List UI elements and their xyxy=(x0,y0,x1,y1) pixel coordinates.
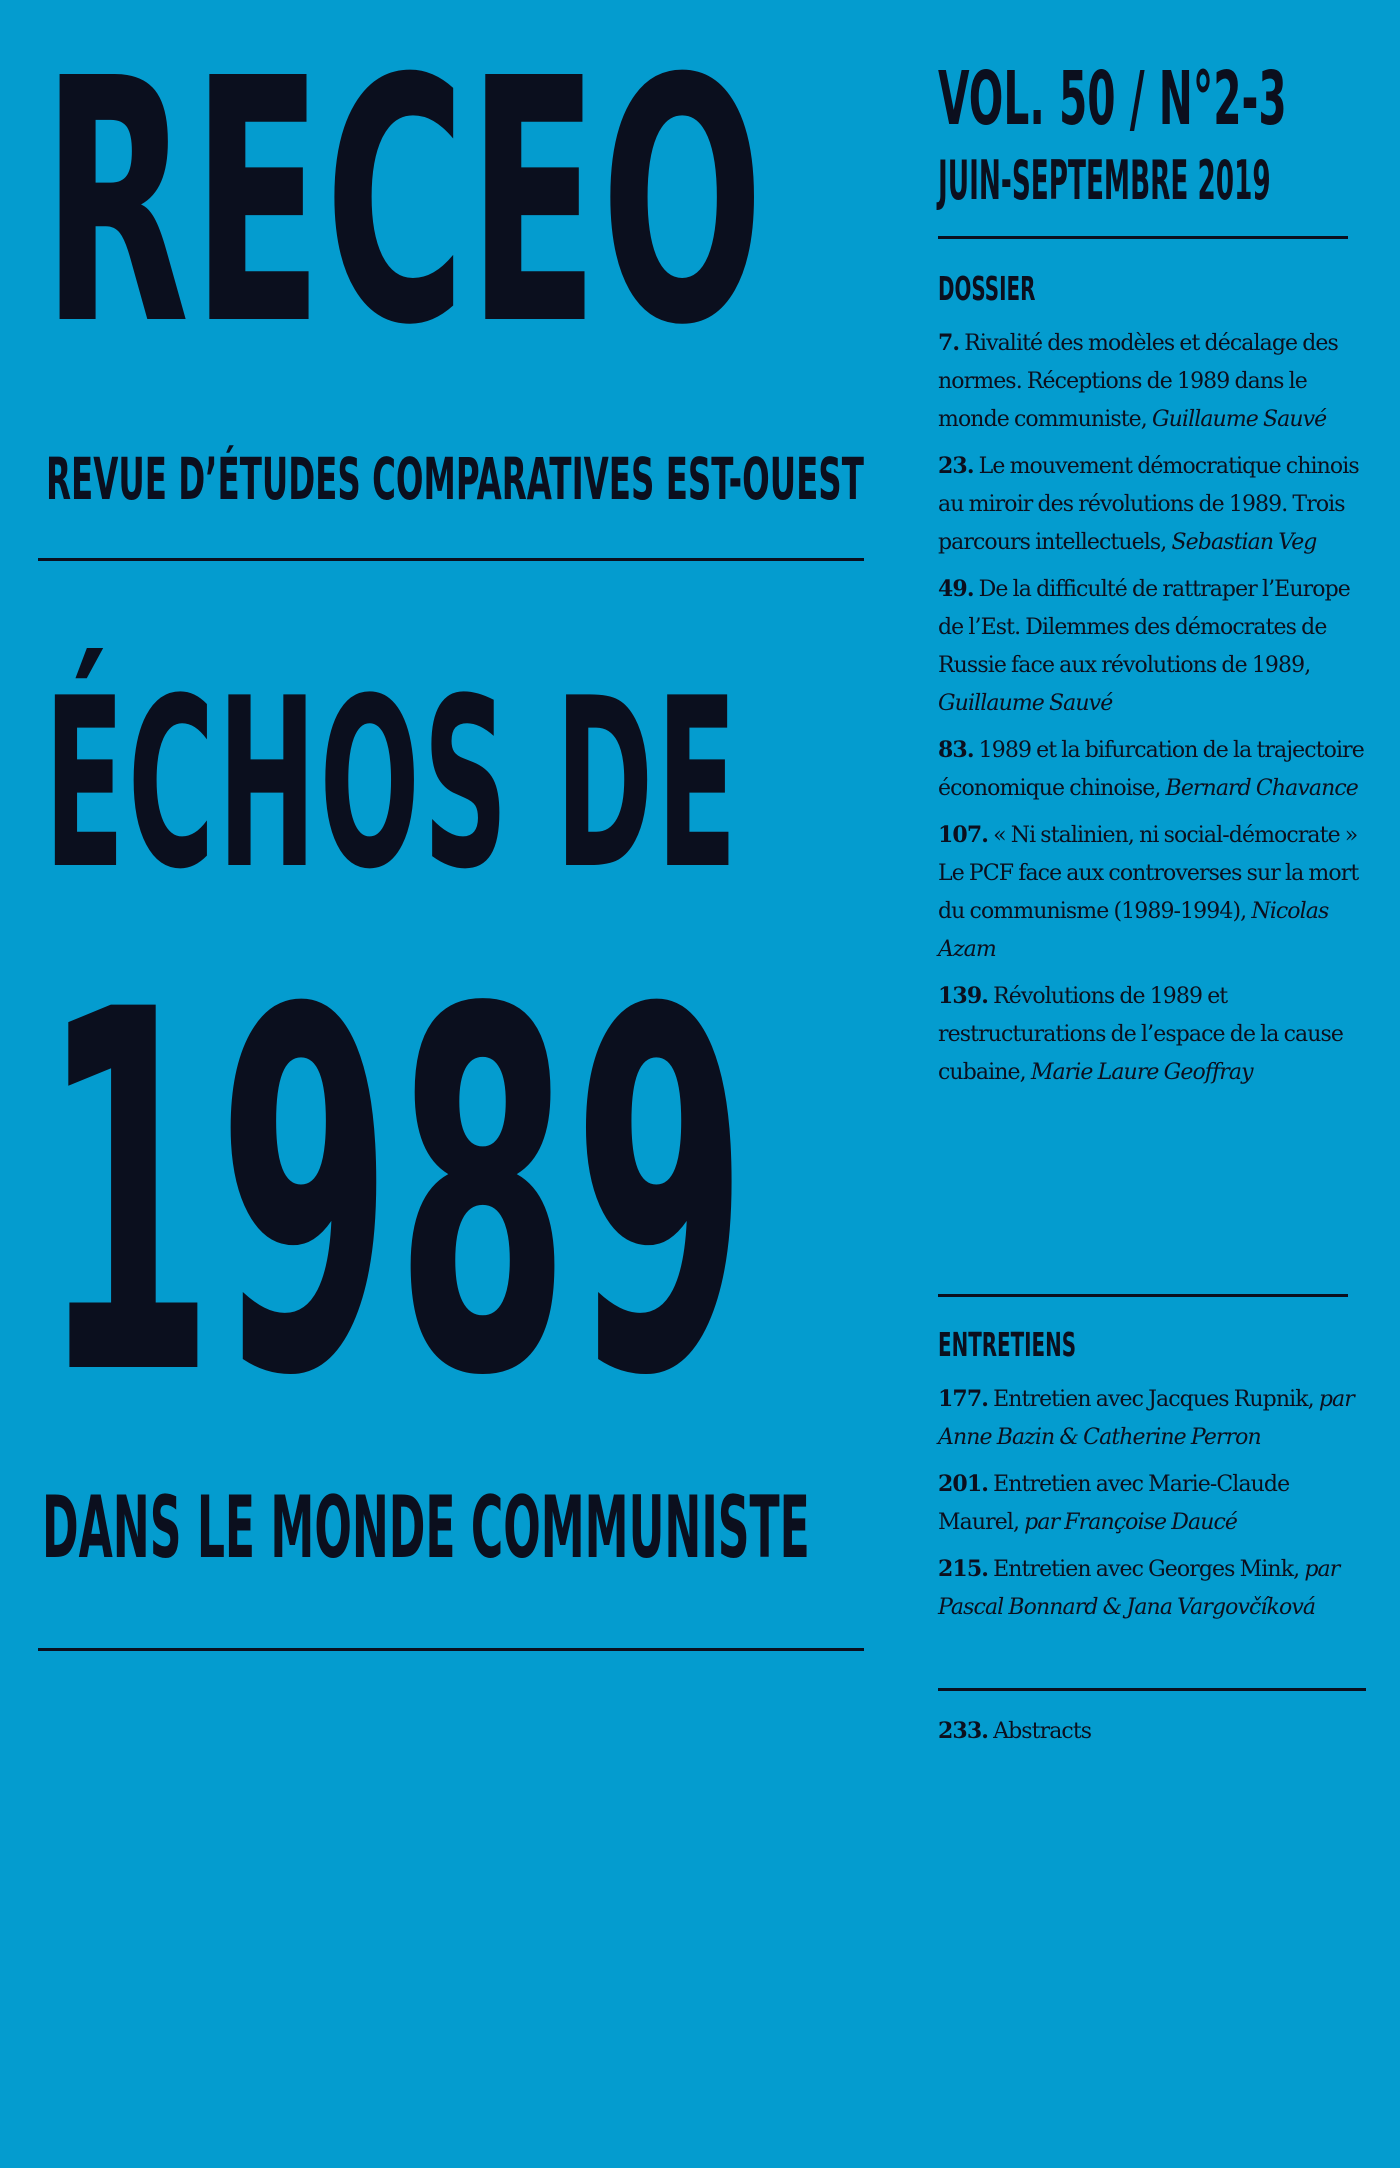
entry-title: Entretien avec Georges Mink, xyxy=(993,1557,1300,1582)
page-number: 83. xyxy=(938,737,974,763)
issue-title-year: 1989 xyxy=(40,907,751,1485)
page-number: 233. xyxy=(938,1718,988,1744)
entry-title: « Ni stalinien, ni social-démocrate » Le PCF face aux controverses sur la mort du communisme (1989-1994), xyxy=(938,823,1359,924)
toc-entry xyxy=(938,570,1366,723)
toc-entry xyxy=(938,324,1366,439)
journal-masthead: RECEO xyxy=(42,8,766,399)
divider xyxy=(938,236,1348,239)
entry-author: Marie Laure Geoffray xyxy=(1030,1060,1253,1085)
journal-subtitle: REVUE D’ÉTUDES COMPARATIVES EST-OUEST xyxy=(46,445,864,513)
entry-title: De la difficulté de rattraper l’Europe de l’Est. Dilemmes des démocrates de Russie face aux révolutions de 1989, xyxy=(938,577,1350,678)
entry-author: Guillaume Sauvé xyxy=(1151,407,1327,432)
toc-entry xyxy=(938,1550,1366,1627)
toc-entry xyxy=(938,1380,1366,1457)
entry-author: par Françoise Daucé xyxy=(1024,1510,1238,1535)
entry-title: Entretien avec Marie-Claude Maurel, xyxy=(938,1472,1290,1535)
entry-title: Le mouvement démocratique chinois au miroir des révolutions de 1989. Trois parcours intellectuels, xyxy=(938,454,1359,555)
entry-title: Révolutions de 1989 et restructurations de l’espace de la cause cubaine, xyxy=(938,984,1344,1085)
entry-author: par Anne Bazin & Catherine Perron xyxy=(938,1387,1354,1450)
abstracts-entry xyxy=(938,1712,1366,1759)
issue-date: JUIN-SEPTEMBRE 2019 xyxy=(938,149,1271,212)
toc-entry xyxy=(938,1465,1366,1542)
divider xyxy=(38,1648,864,1651)
page-number: 49. xyxy=(938,576,974,602)
entry-author: Sebastian Veg xyxy=(1171,530,1317,555)
page-number: 7. xyxy=(938,330,960,356)
page-number: 107. xyxy=(938,822,988,848)
entretiens-toc xyxy=(938,1380,1366,1635)
issue-title-line1: ÉCHOS DE xyxy=(44,649,741,921)
page-number: 139. xyxy=(938,983,988,1009)
toc-entry xyxy=(938,977,1366,1092)
toc-entry xyxy=(938,447,1366,562)
page-number: 177. xyxy=(938,1386,988,1412)
entry-title: Rivalité des modèles et décalage des normes. Réceptions de 1989 dans le monde communiste, xyxy=(938,331,1338,432)
page-number: 215. xyxy=(938,1556,988,1582)
divider xyxy=(938,1294,1348,1297)
page-number: 23. xyxy=(938,453,974,479)
entry-author: Nicolas Azam xyxy=(938,899,1329,962)
divider xyxy=(938,1688,1366,1691)
entry-author: Guillaume Sauvé xyxy=(938,691,1113,716)
entry-title: 1989 et la bifurcation de la trajectoire économique chinoise, xyxy=(938,738,1364,801)
entry-author: Bernard Chavance xyxy=(1165,776,1358,801)
dossier-toc xyxy=(938,324,1366,1100)
section-heading-entretiens: ENTRETIENS xyxy=(938,1325,1077,1364)
issue-tagline: DANS LE MONDE COMMUNISTE xyxy=(42,1478,810,1578)
entry-author: par Pascal Bonnard & Jana Vargovčíková xyxy=(938,1557,1340,1620)
volume-number: VOL. 50 / N°2-3 xyxy=(938,56,1287,142)
divider xyxy=(38,558,864,561)
toc-entry xyxy=(938,731,1366,808)
entry-title: Abstracts xyxy=(993,1719,1092,1744)
page-number: 201. xyxy=(938,1471,988,1497)
section-heading-dossier: DOSSIER xyxy=(938,269,1036,308)
toc-entry xyxy=(938,816,1366,969)
entry-title: Entretien avec Jacques Rupnik, xyxy=(993,1387,1314,1412)
